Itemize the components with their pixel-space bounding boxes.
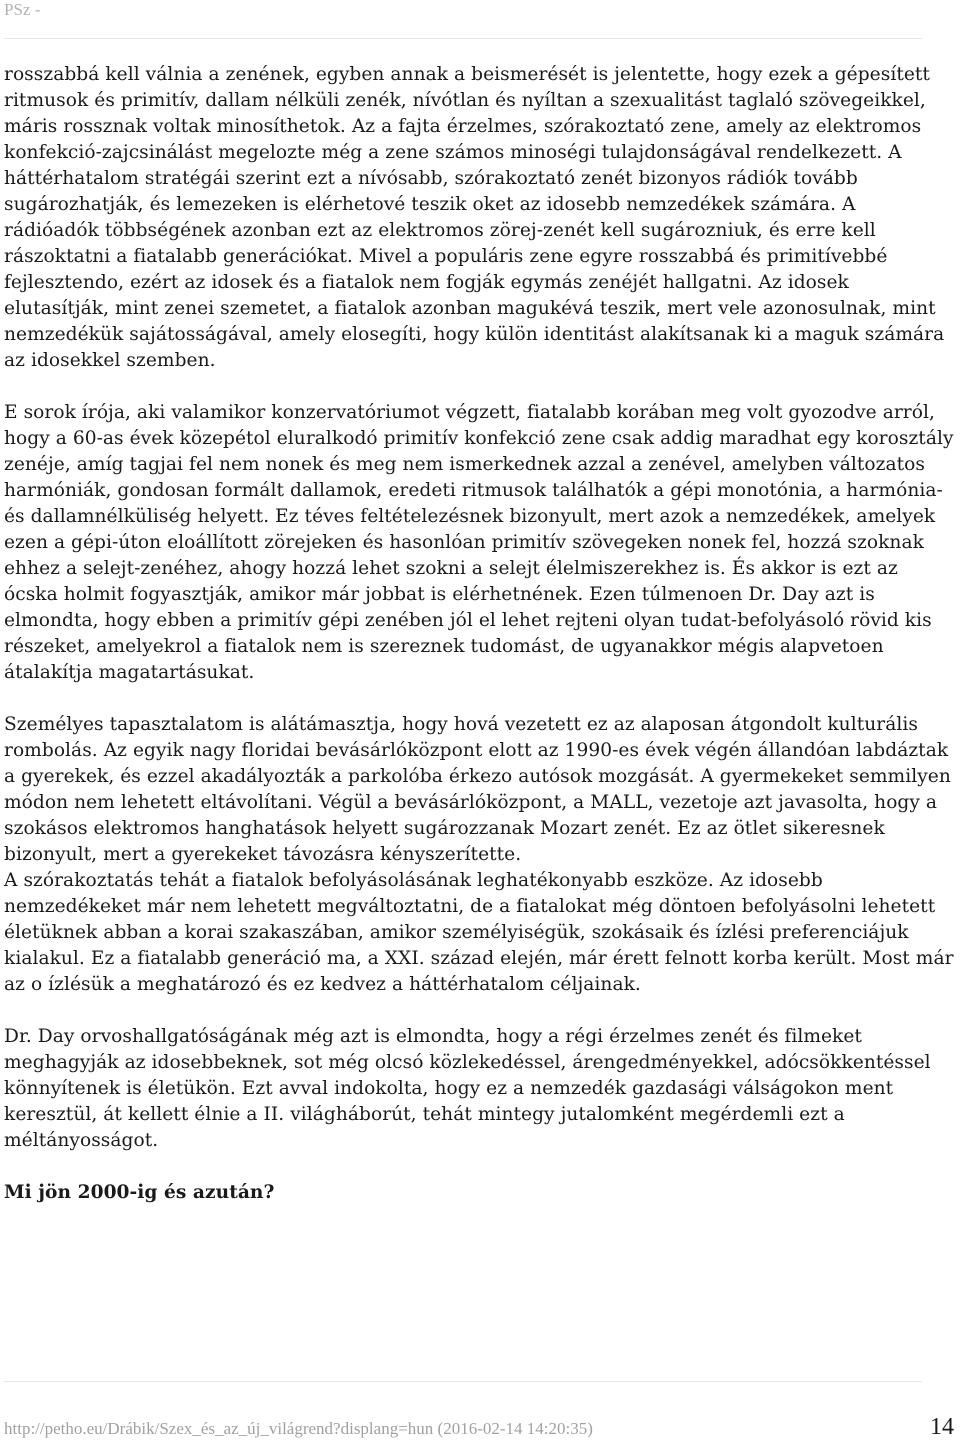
page-header-title: PSz - bbox=[4, 0, 41, 19]
paragraph-4: A szórakoztatás tehát a fiatalok befolyásolásának leghatékonyabb eszköze. Az idosebb nemzedékeket már nem lehetett megváltoztatni, de a fiatalokat még döntoen befolyásolni lehetett életüknek abban a korai szakaszában, amikor személyiségük, szokásaik és ízlési preferenciájuk kialakul. Ez a fiatalabb generáció ma, a XXI. század elején, már érett felnott korba került. Most már az o ízlésük a meghatározó és ez kedvez a háttérhatalom céljainak. bbox=[4, 870, 954, 995]
paragraph-2: E sorok írója, aki valamikor konzervatóriumot végzett, fiatalabb korában meg volt gyozodve arról, hogy a 60-as évek közepétol eluralkodó primitív konfekció zene csak addig maradhat egy korosztály zenéje, amíg tagjai fel nem nonek és meg nem ismerkednek azzal a zenével, amelyben változatos harmóniák, gondosan formált dallamok, eredeti ritmusok találhatók a gépi monotónia, a harmónia- és dallamnélküliség helyett. Ez téves feltételezésnek bizonyult, mert azok a nemzedékek, amelyek ezen a gépi-úton eloállított zörejeken és hasonlóan primitív szövegeken nonek fel, hozzá szoknak ehhez a selejt-zenéhez, ahogy hozzá lehet szokni a selejt élelmiszerekhez is. És akkor is ezt az ócska holmit fogyasztják, amikor már jobbat is elérhetnének. Ezen túlmenoen Dr. Day azt is elmondta, hogy ebben a primitív gépi zenében jól el lehet rejteni olyan tudat-befolyásoló rövid kis részeket, amelyekrol a fiatalok nem is szereznek tudomást, de ugyanakkor mégis alapvetoen átalakítja magatartásukat. bbox=[4, 402, 954, 683]
section-heading: Mi jön 2000-ig és azután? bbox=[4, 1182, 275, 1203]
page-number: 14 bbox=[930, 1414, 954, 1440]
paragraph-1: rosszabbá kell válnia a zenének, egyben annak a beismerését is jelentette, hogy ezek a gépesített ritmusok és primitív, dallam nélküli zenék, nívótlan és nyíltan a szexualitást taglaló szövegeikkel, máris rossznak voltak minosíthetok. Az a fajta érzelmes, szórakoztató zene, amely az elektromos konfekció-zajcsinálást megelozte még a zene számos minoségi tulajdonságával rendelkezett. A háttérhatalom stratégái szerint ezt a nívósabb, szórakoztató zenét bizonyos rádiók tovább sugározhatják, és lemezeken is elérhetové teszik oket az idosebb nemzedékek számára. A rádióadók többségének azonban ezt az elektromos zörej-zenét kell sugározniuk, és erre kell rászoktatni a fiatalabb generációkat. Mivel a populáris zene egyre rosszabbá és primitívebbé fejlesztendo, ezért az idosek és a fiatalok nem fogják egymás zenéjét hallgatni. Az idosek elutasítják, mint zenei szemetet, a fiatalok azonban magukévá teszik, mert vele azonosulnak, mint nemzedékük sajátosságával, amely elosegíti, hogy külön identitást alakítsanak ki a maguk számára az idosekkel szemben. bbox=[4, 64, 945, 371]
document-body bbox=[4, 62, 956, 1206]
footer-source-url: http://petho.eu/Drábik/Szex_és_az_új_világrend?displang=hun (2016-02-14 14:20:35) bbox=[4, 1419, 593, 1438]
header-divider bbox=[4, 38, 922, 39]
paragraph-5: Dr. Day orvoshallgatóságának még azt is elmondta, hogy a régi érzelmes zenét és filmeket meghagyják az idosebbeknek, sot még olcsó közlekedéssel, árengedményekkel, adócsökkentéssel könnyítenek is életükön. Ezt avval indokolta, hogy ez a nemzedék gazdasági válságokon ment keresztül, át kellett élnie a II. világháborút, tehát mintegy jutalomként megérdemli ezt a méltányosságot. bbox=[4, 1026, 931, 1151]
paragraph-3: Személyes tapasztalatom is alátámasztja, hogy hová vezetett ez az alaposan átgondolt kulturális rombolás. Az egyik nagy floridai bevásárlóközpont elott az 1990-es évek végén állandóan labdáztak a gyerekek, és ezzel akadályozták a parkolóba érkezo autósok mozgását. A gyermekeket semmilyen módon nem lehetett eltávolítani. Végül a bevásárlóközpont, a MALL, vezetoje azt javasolta, hogy a szokásos elektromos hanghatások helyett sugározzanak Mozart zenét. Ez az ötlet sikeresnek bizonyult, mert a gyerekeket távozásra kényszerítette. bbox=[4, 714, 951, 865]
footer-divider bbox=[4, 1381, 922, 1382]
